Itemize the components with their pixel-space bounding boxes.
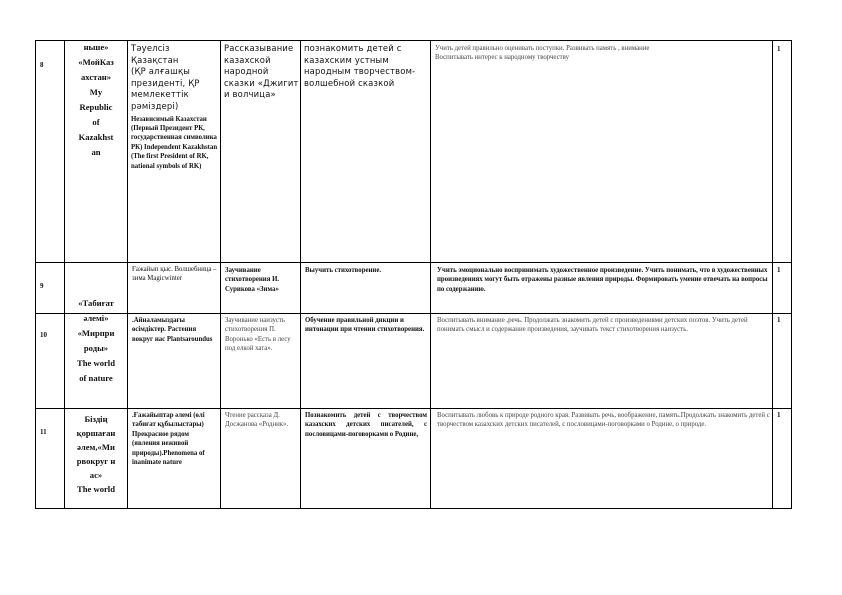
- table-border-bottom: [35, 508, 792, 509]
- table-col-divider: [772, 40, 773, 509]
- goal-cell: Познакомить детей с творчеством казахских детских писателей, с пословицами-поговорками о Родине,: [305, 412, 427, 438]
- topic-cell: Біздің қоршаған әлем,«Ми рвокруг н ас» The world: [76, 414, 116, 494]
- hours-cell: 1: [777, 266, 781, 274]
- row-number: 8: [40, 61, 44, 69]
- table-col-divider: [430, 40, 431, 509]
- materials-cell: .Ғажайыптар әлемі (өлі табиғат құбылыстары) Прекрасное рядом (явления неживой природы).Phenomena of inanimate nature: [132, 412, 205, 467]
- hours-cell: 1: [777, 411, 781, 419]
- table-border-top: [35, 40, 792, 41]
- work-cell: Заучивание стихотворения И. Суриковa «Зима»: [225, 267, 280, 293]
- topic-cell: «Табиғат әлемі» «Мирпри роды» The world of nature: [77, 298, 115, 383]
- materials-cell: Ғажайып қыс. Волшебница – зима Magicwinter: [132, 266, 217, 283]
- table-col-divider: [127, 40, 128, 509]
- table-col-divider: [220, 40, 221, 509]
- hours-cell: 1: [777, 316, 781, 324]
- row-number: 9: [40, 282, 44, 290]
- goal-cell: Выучить стихотворение.: [305, 267, 382, 274]
- table-col-divider: [791, 40, 792, 509]
- topic-cell: ньше» «МойКаз ахстан» My Republic of Kazakhst an: [78, 42, 114, 157]
- materials-cell: .Айналамыздағы өсімдіктер. Растения вокруг нас Plantsaroundus: [132, 317, 213, 343]
- hours-cell: 1: [777, 45, 781, 53]
- table-col-divider: [300, 40, 301, 509]
- table-row-divider: [35, 408, 792, 409]
- table-col-divider: [35, 40, 36, 509]
- work-cell: Заучивание наизусть стихотворения П. Воронько «Есть в лесу под елкой хата».: [225, 317, 291, 353]
- tasks-cell: Учить эмоционально воспринимать художественное произведение. Учить понимать, что в художественных произведениях могут быть отражены разные явления природы. Формировать умение отвечать на вопросы по содержанию.: [437, 267, 768, 293]
- goal-cell: Обучение правильной дикции и интонации при чтении стихотворения.: [305, 317, 425, 334]
- tasks-cell: Воспитывать любовь к природе родного края. Развивать речь, воображение, память.Продолжать знакомить детей с творчеством казахских детских писателей, с пословицами-поговорками о Родине, о природе.: [437, 412, 770, 429]
- materials-cell: [131, 43, 219, 261]
- materials-kazakh-text: Тәуелсіз Қазақстан (ҚР алғашқы президенті, ҚР мемлекеттік рәміздері): [131, 43, 200, 111]
- table-row-divider: [35, 262, 792, 263]
- materials-translation-text: Независимый Казахстан (Первый Президент РК, государственная символика РК) Independent Kazakhstan (The first President of RK, national symbols of RK): [131, 115, 218, 170]
- tasks-cell: Воспитывать внимание ,речь. Продолжать знакомить детей с произведениями детских поэтов. Учить детей понимать смысл и содержание произведения, заучивать текст стихотворения наизусть.: [437, 317, 748, 334]
- work-cell: Чтение рассказа Д. Досжанова «Родник».: [225, 412, 289, 429]
- tasks-cell: Учить детей правильно оценивать поступки. Развивать память , внимание Воспитывать интерес к народному творчеству: [435, 45, 650, 62]
- table-row-divider: [35, 313, 792, 314]
- row-number: 10: [40, 331, 47, 339]
- goal-cell: познакомить детей с казахским устным народным творчеством-волшебной сказкой: [304, 43, 416, 88]
- row-number: 11: [40, 428, 47, 436]
- work-cell: Рассказывание казахской народной сказки «Джигит и волчица»: [224, 43, 299, 100]
